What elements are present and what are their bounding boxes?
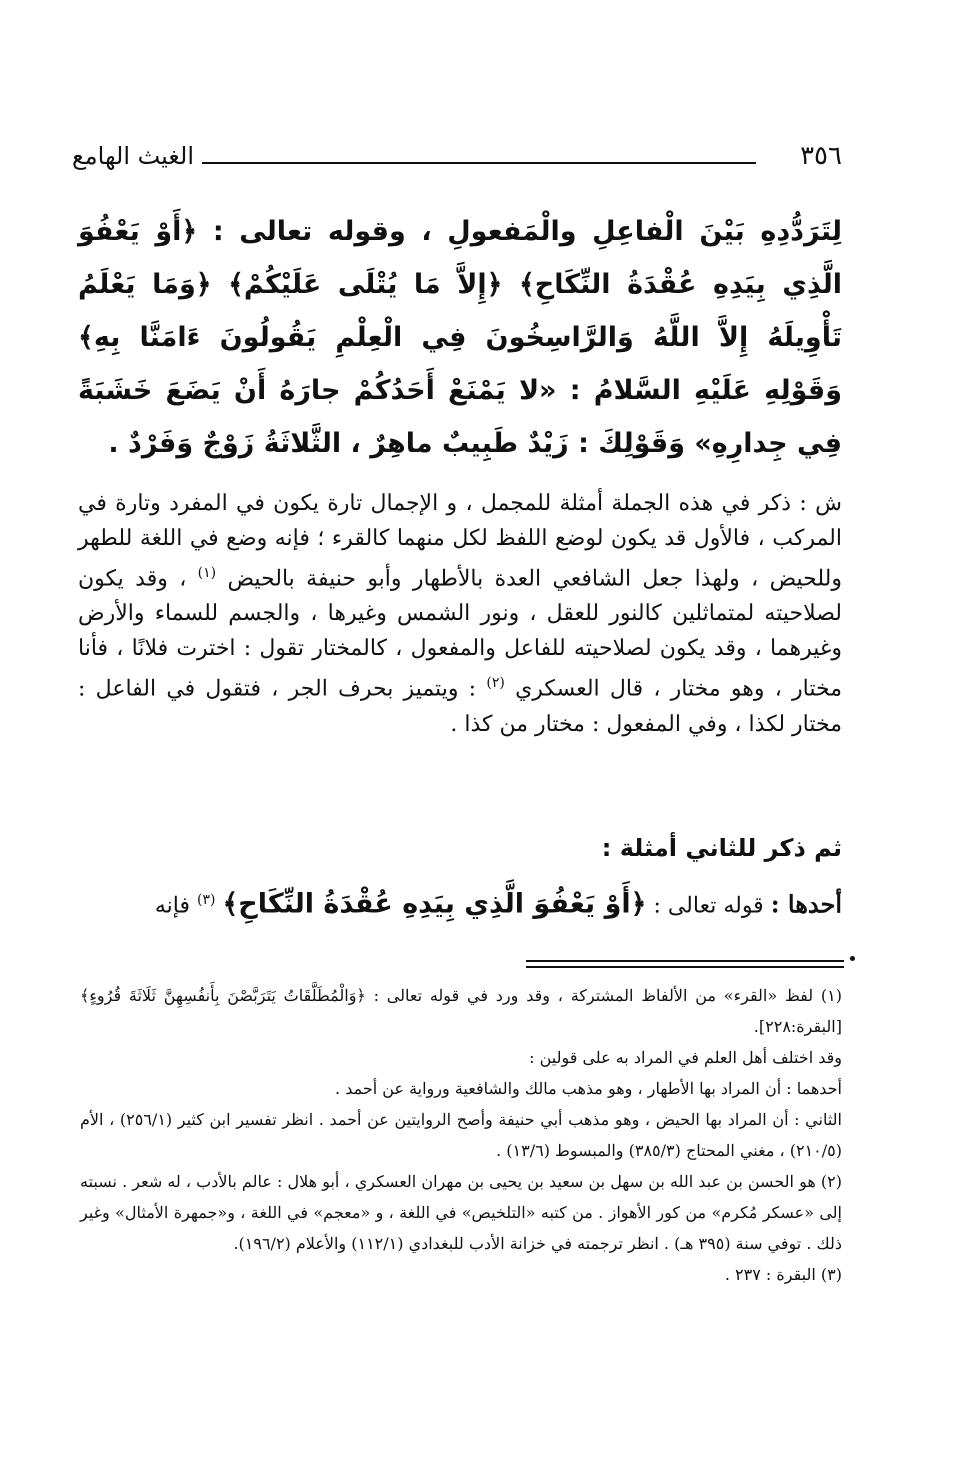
example-intro: قوله تعالى :	[653, 893, 764, 919]
first-example-line	[78, 876, 842, 930]
footnote-ref-2: (٢)	[486, 675, 505, 692]
quran-verse: ﴿أَوْ يَعْفُوَ الَّذِي بِيَدِهِ عُقْدَةُ النِّكَاحِ﴾	[222, 888, 647, 920]
footnote-1-first-view: أحدهما : أن المراد بها الأطهار ، وهو مذهب مالك والشافعية ورواية عن أحمد .	[335, 1079, 842, 1098]
footnote-3: (٣) البقرة : ٢٣٧ .	[724, 1265, 842, 1284]
footnote-ref-1: (١)	[197, 565, 217, 581]
sharh-paragraph	[78, 486, 842, 742]
header-rule	[202, 162, 756, 164]
sharh-text-part-1: ش : ذكر في هذه الجملة أمثلة للمجمل ، و الإجمال تارة يكون في المفرد وتارة في المركب ، فالأول قد يكون لوضع اللفظ لكل منهما كالقرء ؛ فإنه وضع في اللغة للطهر وللحيض ، ولهذا جعل الشافعي العدة بالأطهار وأبو حنيفة بالحيض	[78, 491, 842, 592]
margin-dot	[850, 956, 855, 961]
sharh-text-part-2: ، وقد يكون لصلاحيته لمتماثلين كالنور للعقل ، ونور الشمس وغيرها ، والجسم للسماء والأرض وغيرهما ، وقد يكون لصلاحيته للفاعل والمفعول ، كالمختار تقول : اخترت فلانًا ، فأنا مختار ، وهو مختار ، قال العسكري	[78, 566, 842, 702]
book-title: الغيث الهامع	[72, 142, 194, 170]
footnote-2: (٢) هو الحسن بن عبد الله بن سهل بن سعيد بن يحيى بن مهران العسكري ، أبو هلال : عالم بالأدب ، له شعر . نسبته إلى «عسكر مُكرم» من كور الأهواز . من كتبه «التلخيص» في اللغة ، و «معجم» في اللغة ، و«جمهرة الأمثال» وغير ذلك . توفي سنة (٣٩٥ هـ) . انظر ترجمته في خزانة الأدب للبغدادي (١١٢/١) والأعلام (١٩٦/٢).	[80, 1172, 842, 1253]
sharh-commentary	[78, 486, 842, 742]
footnote-1-second-view: الثاني : أن المراد بها الحيض ، وهو مذهب أبي حنيفة وأصح الروايتين عن أحمد . انظر تفسير ابن كثير (٢٥٦/١) ، الأم (٢١٠/٥) ، مغني المحتاج (٣٨٥/٣) والمبسوط (١٣/٦) .	[80, 1110, 842, 1160]
sharh-text-part-3: : ويتميز بحرف الجر ، فتقول في الفاعل : مختار لكذا ، وفي المفعول : مختار من كذا .	[78, 676, 842, 737]
footnote-separator-second	[526, 966, 844, 968]
page-number: ٣٥٦	[800, 141, 842, 171]
footnote-1-continued: وقد اختلف أهل العلم في المراد به على قولين :	[529, 1048, 842, 1067]
footnote-1: (١) لفظ «القرء» من الألفاظ المشتركة ، وقد ورد في قوله تعالى : ﴿وَالْمُطَلَّقَاتُ يَتَرَبَّصْنَ بِأَنفُسِهِنَّ ثَلَاثَةَ قُرُوءٍ﴾ [البقرة:٢٢٨].	[80, 986, 843, 1036]
footnote-separator	[526, 960, 844, 962]
running-header	[72, 140, 842, 174]
example-tail: فإنه	[154, 893, 190, 919]
example-lead: أحدها :	[770, 889, 842, 919]
footnotes	[80, 980, 842, 1290]
section-heading: ثم ذكر للثاني أمثلة :	[601, 834, 842, 862]
matn-text: لِتَرَدُّدِهِ بَيْنَ الْفاعِلِ والْمَفعولِ ، وقوله تعالى : ﴿أَوْ يَعْفُوَ الَّذِي بِيَدِهِ عُقْدَةُ النِّكَاحِ﴾ ﴿إِلاَّ مَا يُتْلَى عَلَيْكُمْ﴾ ﴿وَمَا يَعْلَمُ تَأْوِيلَهُ إِلاَّ اللَّهُ وَالرَّاسِخُونَ فِي الْعِلْمِ يَقُولُونَ ءَامَنَّا بِهِ﴾ وَقَوْلِهِ عَلَيْهِ السَّلامُ : «لا يَمْنَعْ أَحَدُكُمْ جارَهُ أَنْ يَضَعَ خَشَبَةً فِي جِدارِهِ» وَقَوْلِكَ : زَيْدٌ طَبِيبٌ ماهِرٌ ، الثَّلاثَةُ زَوْجٌ وَفَرْدٌ .	[78, 216, 842, 459]
footnote-ref-3: (٣)	[196, 892, 216, 908]
